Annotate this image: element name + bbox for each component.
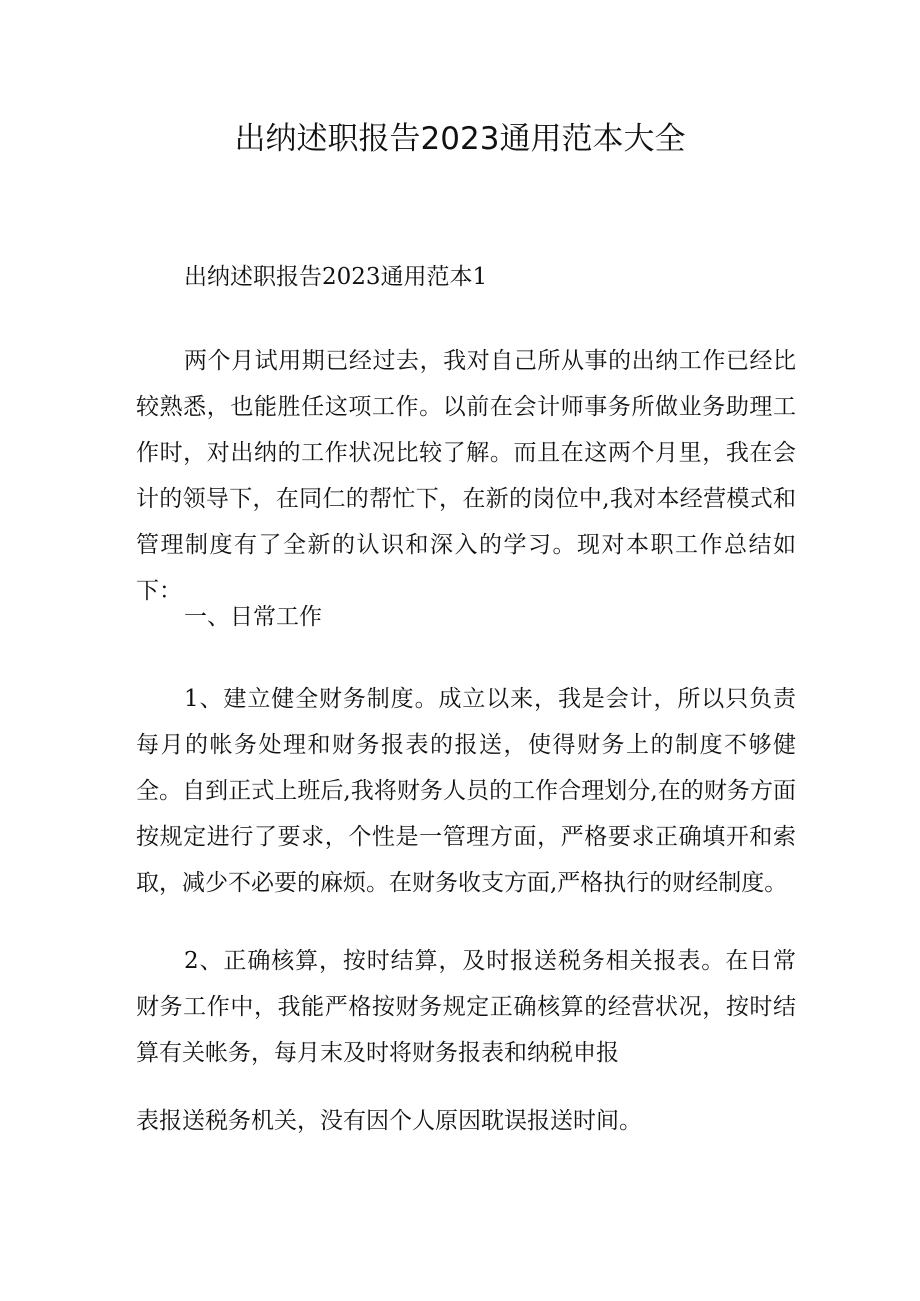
section-subtitle: 出纳述职报告2023通用范本1 bbox=[184, 264, 488, 290]
paragraph-accounting-settlement: 2、正确核算，按时结算，及时报送税务相关报表。在日常财务工作中，我能严格按财务规定正确核算的经营状况，按时结算有关帐务，每月末及时将财务报表和纳税申报 bbox=[136, 948, 796, 1066]
document-title: 出纳述职报告2023通用范本大全 bbox=[234, 121, 686, 157]
paragraph-tax-reporting: 表报送税务机关，没有因个人原因耽误报送时间。 bbox=[136, 1108, 642, 1134]
section-heading-daily-work: 一、日常工作 bbox=[184, 604, 322, 630]
paragraph-financial-system: 1、建立健全财务制度。成立以来，我是会计，所以只负责每月的帐务处理和财务报表的报送，使得财务上的制度不够健全。自到正式上班后,我将财务人员的工作合理划分,在的财务方面按规定进行了要求，个性是一管理方面，严格要求正确填开和索取，减少不必要的麻烦。在财务收支方面,严格执行的财经制度。 bbox=[136, 686, 796, 896]
paragraph-intro: 两个月试用期已经过去，我对自己所从事的出纳工作已经比较熟悉，也能胜任这项工作。以前在会计师事务所做业务助理工作时，对出纳的工作状况比较了解。而且在这两个月里，我在会计的领导下，在同仁的帮忙下，在新的岗位中,我对本经营模式和管理制度有了全新的认识和深入的学习。现对本职工作总结如下： bbox=[136, 348, 796, 604]
